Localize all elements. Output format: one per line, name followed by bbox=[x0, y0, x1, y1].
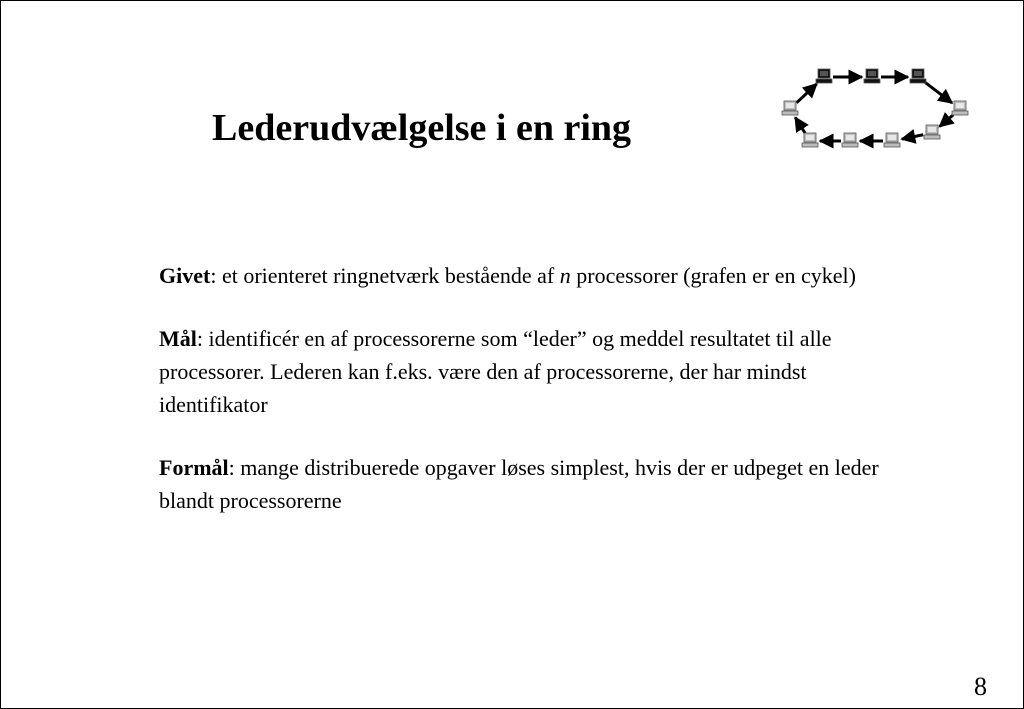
term-givet: Givet bbox=[159, 263, 211, 288]
paragraph-givet bbox=[159, 259, 899, 292]
ring-arrow bbox=[940, 115, 954, 127]
givet-text-end: processorer (grafen er en cykel) bbox=[570, 263, 856, 288]
formaal-text: : mange distribuerede opgaver løses simplest, hvis der er udpeget en leder blandt processorerne bbox=[159, 455, 879, 513]
computer-icon bbox=[924, 125, 940, 139]
computer-icon bbox=[884, 133, 900, 147]
ring-network-diagram bbox=[776, 63, 976, 155]
ring-nodes bbox=[782, 69, 968, 147]
maal-text: : identificér en af processorerne som “leder” og meddel resultatet til alle processorer. Lederen kan f.eks. være den af processorerne, der har mindst identifikator bbox=[159, 326, 832, 417]
givet-text: : et orienteret ringnetværk bestående af bbox=[210, 263, 560, 288]
ring-arrow bbox=[902, 135, 923, 139]
computer-icon bbox=[842, 133, 858, 147]
computer-icon bbox=[782, 101, 798, 115]
ring-arrow bbox=[795, 117, 805, 133]
computer-icon bbox=[816, 69, 832, 83]
computer-icon bbox=[952, 101, 968, 115]
slide-title: Lederudvælgelse i en ring bbox=[212, 107, 632, 149]
paragraph-maal bbox=[159, 322, 899, 421]
computer-icon bbox=[802, 133, 818, 147]
computer-icon bbox=[864, 69, 880, 83]
ring-arrow bbox=[925, 82, 952, 102]
ring-arrow bbox=[797, 84, 817, 103]
slide-body bbox=[159, 259, 899, 547]
term-maal: Mål bbox=[159, 326, 197, 351]
variable-n: n bbox=[559, 263, 571, 288]
term-formaal: Formål bbox=[159, 455, 229, 480]
page-number: 8 bbox=[974, 672, 987, 701]
paragraph-formaal bbox=[159, 451, 899, 517]
computer-icon bbox=[910, 69, 926, 83]
